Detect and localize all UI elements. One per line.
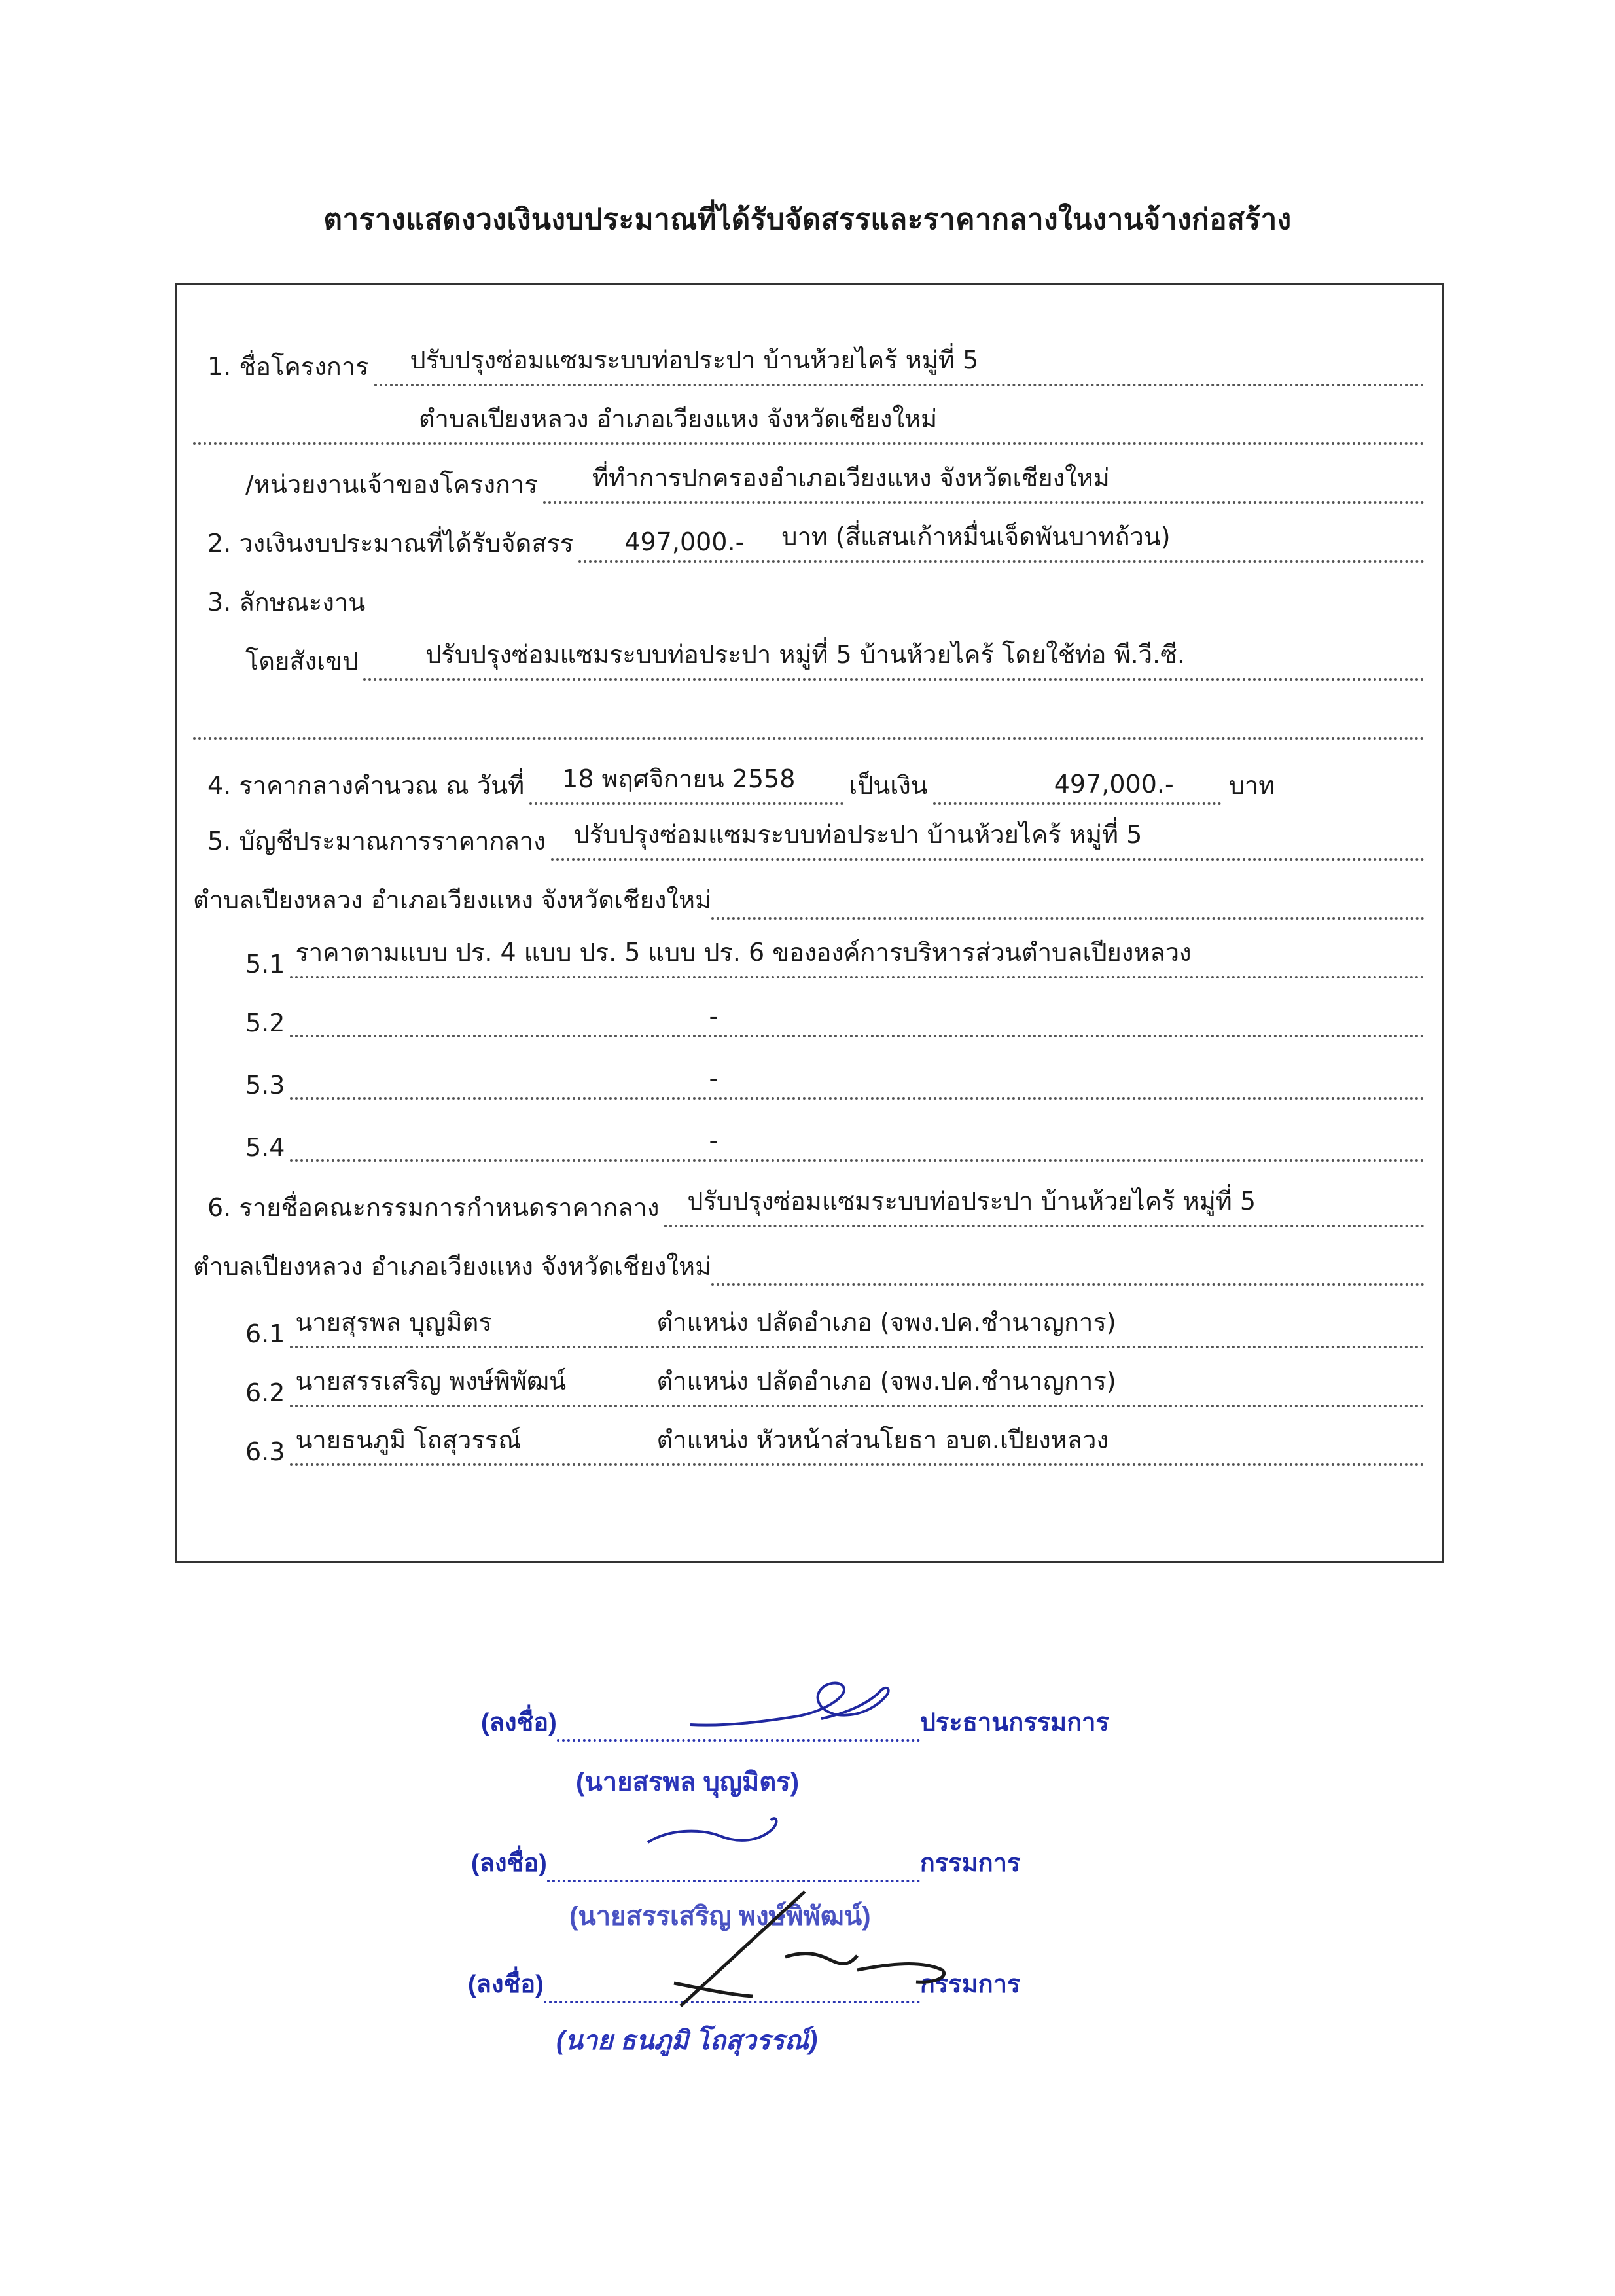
item6-value-line2: ตำบลเปียงหลวง อำเภอเวียงแหง จังหวัดเชียงใหม่ xyxy=(193,1252,712,1281)
item2-line xyxy=(207,524,1425,563)
item6-line2 xyxy=(193,1247,1425,1286)
signature-2-prefix: (ลงชื่อ) xyxy=(471,1850,547,1877)
item5-value: ปรับปรุงซ่อมแซมระบบท่อประปา บ้านห้วยไคร้ หมู่ที่ 5 xyxy=(573,820,1143,849)
signature-3-name: (นาย ธนภูมิ โถสุวรรณ์) xyxy=(556,2026,818,2055)
item5-sub-2-num: 5.2 xyxy=(245,1009,285,1037)
item5-line1 xyxy=(207,821,1425,861)
member-3-fill xyxy=(290,1424,1425,1466)
item3-line xyxy=(207,583,1425,622)
item6-member-2 xyxy=(245,1368,1425,1407)
item5-sub-3-num: 5.3 xyxy=(245,1071,285,1100)
item3-summary-fill xyxy=(363,639,1425,681)
item5-sub-4-fill xyxy=(290,1120,1425,1162)
item3-blank-fill xyxy=(193,698,1425,740)
item5-value-line2: ตำบลเปียงหลวง อำเภอเวียงแหง จังหวัดเชียงใหม่ xyxy=(193,886,712,914)
item3-summary xyxy=(245,641,1425,681)
item1-fill xyxy=(374,344,1425,386)
item4-date-fill xyxy=(529,763,843,805)
agency-fill xyxy=(543,462,1425,504)
signature-1-role: ประธานกรรมการ xyxy=(919,1709,1109,1736)
item6-label: 6. รายชื่อคณะกรรมการกำหนดราคากลาง xyxy=(207,1193,660,1222)
item5-sub-1-text: ราคาตามแบบ ปร. 4 แบบ ปร. 5 แบบ ปร. 6 ขององค์การบริหารส่วนตำบลเปียงหลวง xyxy=(295,938,1192,967)
item3-label: 3. ลักษณะงาน xyxy=(207,588,366,617)
item3-summary-label: โดยสังเขป xyxy=(245,647,359,675)
member-2-num: 6.2 xyxy=(245,1378,285,1407)
item1-line2-fill xyxy=(193,403,1425,445)
member-2-fill xyxy=(290,1365,1425,1407)
item5-sub-3 xyxy=(245,1060,1425,1100)
member-3-name: นายธนภูมิ โถสุวรรณ์ xyxy=(295,1426,522,1454)
item4-amount-label: เป็นเงิน xyxy=(849,771,928,800)
member-2-position: ตำแหน่ง ปลัดอำเภอ (จพง.ปค.ชำนาญการ) xyxy=(656,1367,1116,1395)
agency-label: /หน่วยงานเจ้าของโครงการ xyxy=(245,470,538,499)
member-3-position: ตำแหน่ง หัวหน้าส่วนโยธา อบต.เปียงหลวง xyxy=(656,1426,1109,1454)
signature-1-name: (นายสรพล บุญมิตร) xyxy=(576,1768,800,1797)
item6-member-3 xyxy=(245,1427,1425,1466)
item5-label: 5. บัญชีประมาณการราคากลาง xyxy=(207,827,546,855)
item5-sub-4-text: - xyxy=(709,1126,719,1155)
item1-line2 xyxy=(193,406,1425,445)
item5-sub-1 xyxy=(245,939,1425,978)
signature-2-name: (นายสรรเสริญ พงษ์พิพัฒน์) xyxy=(569,1902,871,1931)
item4-amount-fill xyxy=(933,763,1221,805)
item6-fill xyxy=(664,1185,1425,1227)
member-3-num: 6.3 xyxy=(245,1437,285,1466)
item5-line2 xyxy=(193,880,1425,920)
item1-value-line2: ตำบลเปียงหลวง อำเภอเวียงแหง จังหวัดเชียงใหม่ xyxy=(419,404,938,433)
document-title: ตารางแสดงวงเงินงบประมาณที่ได้รับจัดสรรและราคากลางในงานจ้างก่อสร้าง xyxy=(323,203,1292,236)
item5-fill xyxy=(551,819,1425,861)
member-2-name: นายสรรเสริญ พงษ์พิพัฒน์ xyxy=(295,1367,567,1395)
item6-value: ปรับปรุงซ่อมแซมระบบท่อประปา บ้านห้วยไคร้ หมู่ที่ 5 xyxy=(687,1187,1256,1215)
item6-line2-fill xyxy=(711,1244,1425,1286)
item4-unit: บาท xyxy=(1228,771,1275,800)
item5-sub-3-fill xyxy=(290,1058,1425,1100)
signature-1-scribble xyxy=(687,1676,896,1734)
item4-date: 18 พฤศจิกายน 2558 xyxy=(562,764,796,793)
item5-sub-2-text: - xyxy=(709,1002,719,1031)
agency-value: ที่ทำการปกครองอำเภอเวียงแหง จังหวัดเชียงใหม่ xyxy=(592,463,1110,492)
item6-line1 xyxy=(207,1188,1425,1227)
item5-sub-1-num: 5.1 xyxy=(245,950,285,978)
item5-sub-2 xyxy=(245,998,1425,1037)
item5-sub-1-fill xyxy=(290,937,1425,978)
item1-value: ปรับปรุงซ่อมแซมระบบท่อประปา บ้านห้วยไคร้ หมู่ที่ 5 xyxy=(410,346,979,374)
item3-blank-line xyxy=(193,700,1425,740)
item2-unit-text: บาท (สี่แสนเก้าหมื่นเจ็ดพันบาทถ้วน) xyxy=(781,522,1171,551)
signature-2-scribble xyxy=(641,1810,811,1856)
member-1-name: นายสุรพล บุญมิตร xyxy=(295,1308,492,1336)
item2-label: 2. วงเงินงบประมาณที่ได้รับจัดสรร xyxy=(207,529,574,558)
item4-line xyxy=(207,766,1425,805)
item4-amount: 497,000.- xyxy=(1054,770,1174,798)
signature-3-prefix: (ลงชื่อ) xyxy=(468,1971,544,1998)
signature-3-role: กรรมการ xyxy=(919,1971,1021,1998)
item5-sub-4-num: 5.4 xyxy=(245,1133,285,1162)
item5-sub-3-text: - xyxy=(709,1064,719,1093)
signature-1-prefix: (ลงชื่อ) xyxy=(481,1709,557,1736)
item1-label: 1. ชื่อโครงการ xyxy=(207,352,369,381)
signature-3-scribble xyxy=(654,1878,995,2022)
item6-member-1 xyxy=(245,1309,1425,1348)
item2-fill xyxy=(578,521,1425,563)
item3-summary-value: ปรับปรุงซ่อมแซมระบบท่อประปา หมู่ที่ 5 บ้านห้วยไคร้ โดยใช้ท่อ พี.วี.ซี. xyxy=(425,640,1185,669)
member-1-fill xyxy=(290,1306,1425,1348)
member-1-position: ตำแหน่ง ปลัดอำเภอ (จพง.ปค.ชำนาญการ) xyxy=(656,1308,1116,1336)
item5-sub-2-fill xyxy=(290,996,1425,1037)
item5-sub-4 xyxy=(245,1122,1425,1162)
item5-line2-fill xyxy=(711,878,1425,920)
member-1-num: 6.1 xyxy=(245,1319,285,1348)
item1-agency xyxy=(245,465,1425,504)
item1-line1 xyxy=(207,347,1425,386)
signature-2-role: กรรมการ xyxy=(919,1850,1021,1877)
item2-amount: 497,000.- xyxy=(624,528,745,556)
item4-label: 4. ราคากลางคำนวณ ณ วันที่ xyxy=(207,771,525,800)
